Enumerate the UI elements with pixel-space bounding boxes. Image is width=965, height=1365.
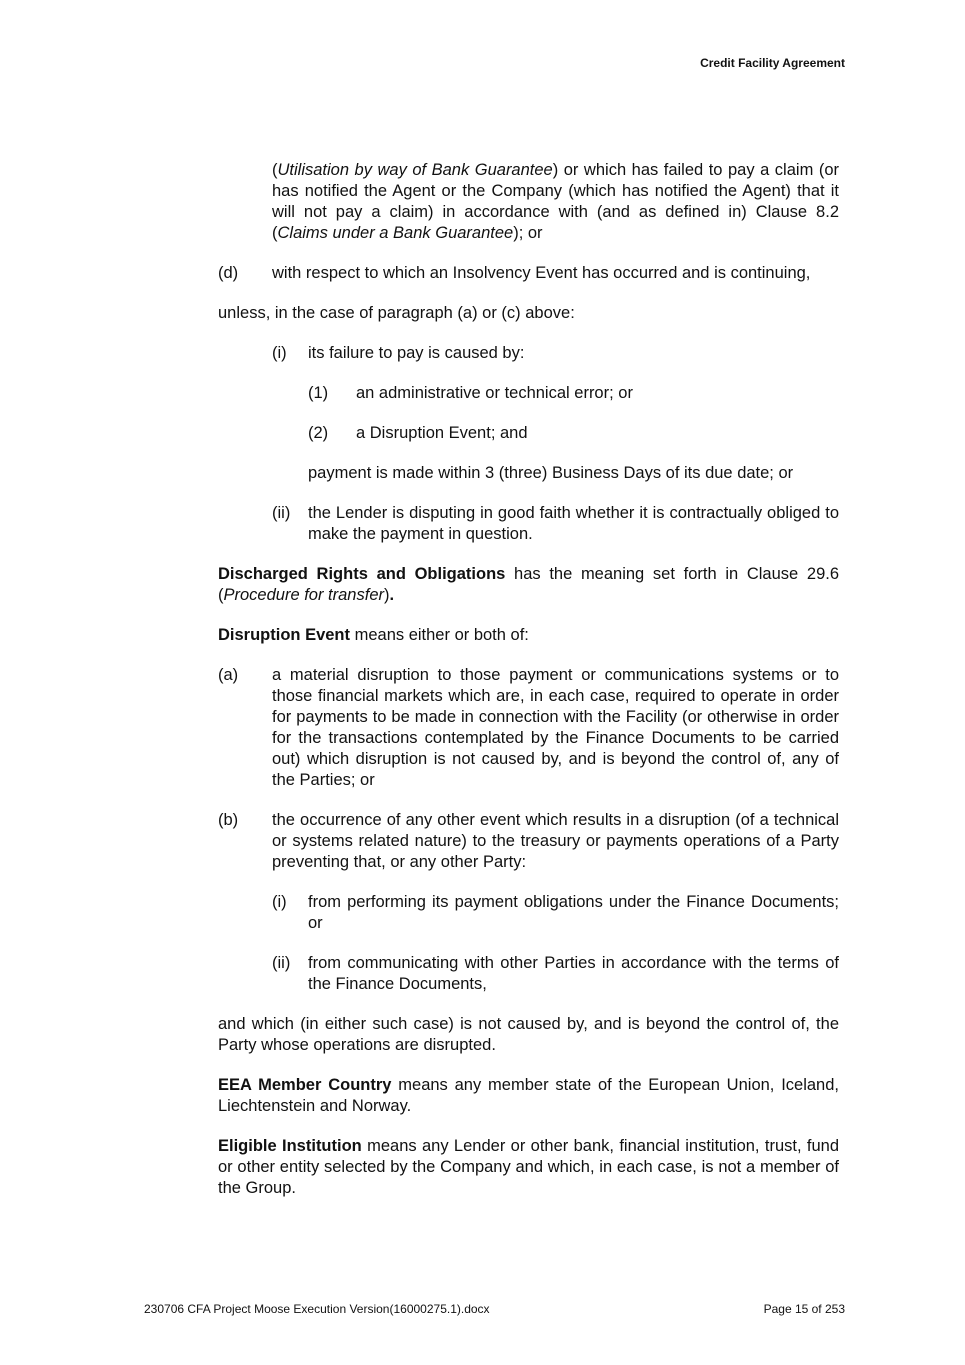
text: ); or [513, 224, 543, 242]
list-text: its failure to pay is caused by: [308, 344, 525, 362]
list-item-2 [308, 423, 839, 444]
text: ) [384, 586, 390, 604]
list-text: the Lender is disputing in good faith whether it is contractually obliged to make the payment in question. [308, 504, 839, 543]
list-label: (ii) [272, 954, 291, 972]
list-text: from performing its payment obligations under the Finance Documents; or [308, 893, 839, 932]
list-item-b [218, 810, 839, 873]
list-label: (2) [308, 424, 329, 442]
list-text: the occurrence of any other event which results in a disruption (of a technical or systems related nature) to the treasury or payments operations of a Party preventing that, or any other Party: [272, 811, 839, 871]
list-label: (i) [272, 344, 287, 362]
defined-term: Disruption Event [218, 626, 351, 644]
text: means any Lender or other bank, financial institution, trust, fund or other entity selected by the Company and which, in each case, is not a member of the Group. [218, 1137, 839, 1197]
list-text: a material disruption to those payment or communications systems or to those financial markets which are, in each case, required to operate in order for payments to be made in connection with the Facility (or otherwise in order for the transactions contemplated by the Finance Documents to be carried out) which disruption is not caused by, and is beyond the control of, any of the Parties; or [272, 666, 839, 789]
text: . [389, 586, 395, 604]
list-text: a Disruption Event; and [356, 424, 528, 442]
list-label: (1) [308, 384, 329, 402]
text: ) or which has failed to pay a claim (or has notified the Agent or the Company (which has notified the Agent) that it will not pay a claim) in accordance with (and as defined in) Clause 8.2 ( [272, 161, 839, 242]
list-item-a [218, 665, 839, 791]
list-label: (b) [218, 811, 239, 829]
document-body [218, 160, 839, 1218]
footer-page-number: Page 15 of 253 [763, 1302, 845, 1316]
continuation-paragraph [272, 160, 839, 244]
list-item-d [218, 263, 839, 284]
payment-paragraph: payment is made within 3 (three) Business Days of its due date; or [308, 464, 794, 482]
list-text: from communicating with other Parties in accordance with the terms of the Finance Documents, [308, 954, 839, 993]
text: has the meaning set forth in Clause 29.6 ( [218, 565, 840, 604]
definition-discharged-rights [218, 564, 839, 606]
list-item-b-i [272, 892, 839, 934]
list-item-i [272, 343, 839, 364]
footer-filename: 230706 CFA Project Moose Execution Version(16000275.1).docx [144, 1302, 490, 1316]
defined-term: Discharged Rights and Obligations [218, 565, 506, 583]
defined-term: EEA Member Country [218, 1076, 392, 1094]
list-label: (ii) [272, 504, 291, 522]
list-item-1 [308, 383, 839, 404]
italic-clause-ref: Utilisation by way of Bank Guarantee [277, 161, 553, 179]
defined-term: Eligible Institution [218, 1137, 362, 1155]
definition-eea-member-country [218, 1075, 839, 1117]
text: ( [272, 161, 278, 179]
text: means any member state of the European Union, Iceland, Liechtenstein and Norway. [218, 1076, 839, 1115]
list-text: an administrative or technical error; or [356, 384, 633, 402]
definition-disruption-event [218, 625, 839, 646]
document-header-title: Credit Facility Agreement [700, 56, 845, 70]
italic-clause-ref: Procedure for transfer [223, 586, 384, 604]
text: means either or both of: [350, 626, 529, 644]
and-which-paragraph: and which (in either such case) is not caused by, and is beyond the control of, the Party whose operations are disrupted. [218, 1015, 839, 1054]
list-item-b-ii [272, 953, 839, 995]
definition-eligible-institution [218, 1136, 839, 1199]
unless-paragraph: unless, in the case of paragraph (a) or (c) above: [218, 304, 575, 322]
list-text: with respect to which an Insolvency Event has occurred and is continuing, [272, 264, 811, 282]
list-item-ii [272, 503, 839, 545]
italic-clause-ref: Claims under a Bank Guarantee [277, 224, 514, 242]
list-label: (a) [218, 666, 239, 684]
list-label: (d) [218, 264, 239, 282]
list-label: (i) [272, 893, 287, 911]
